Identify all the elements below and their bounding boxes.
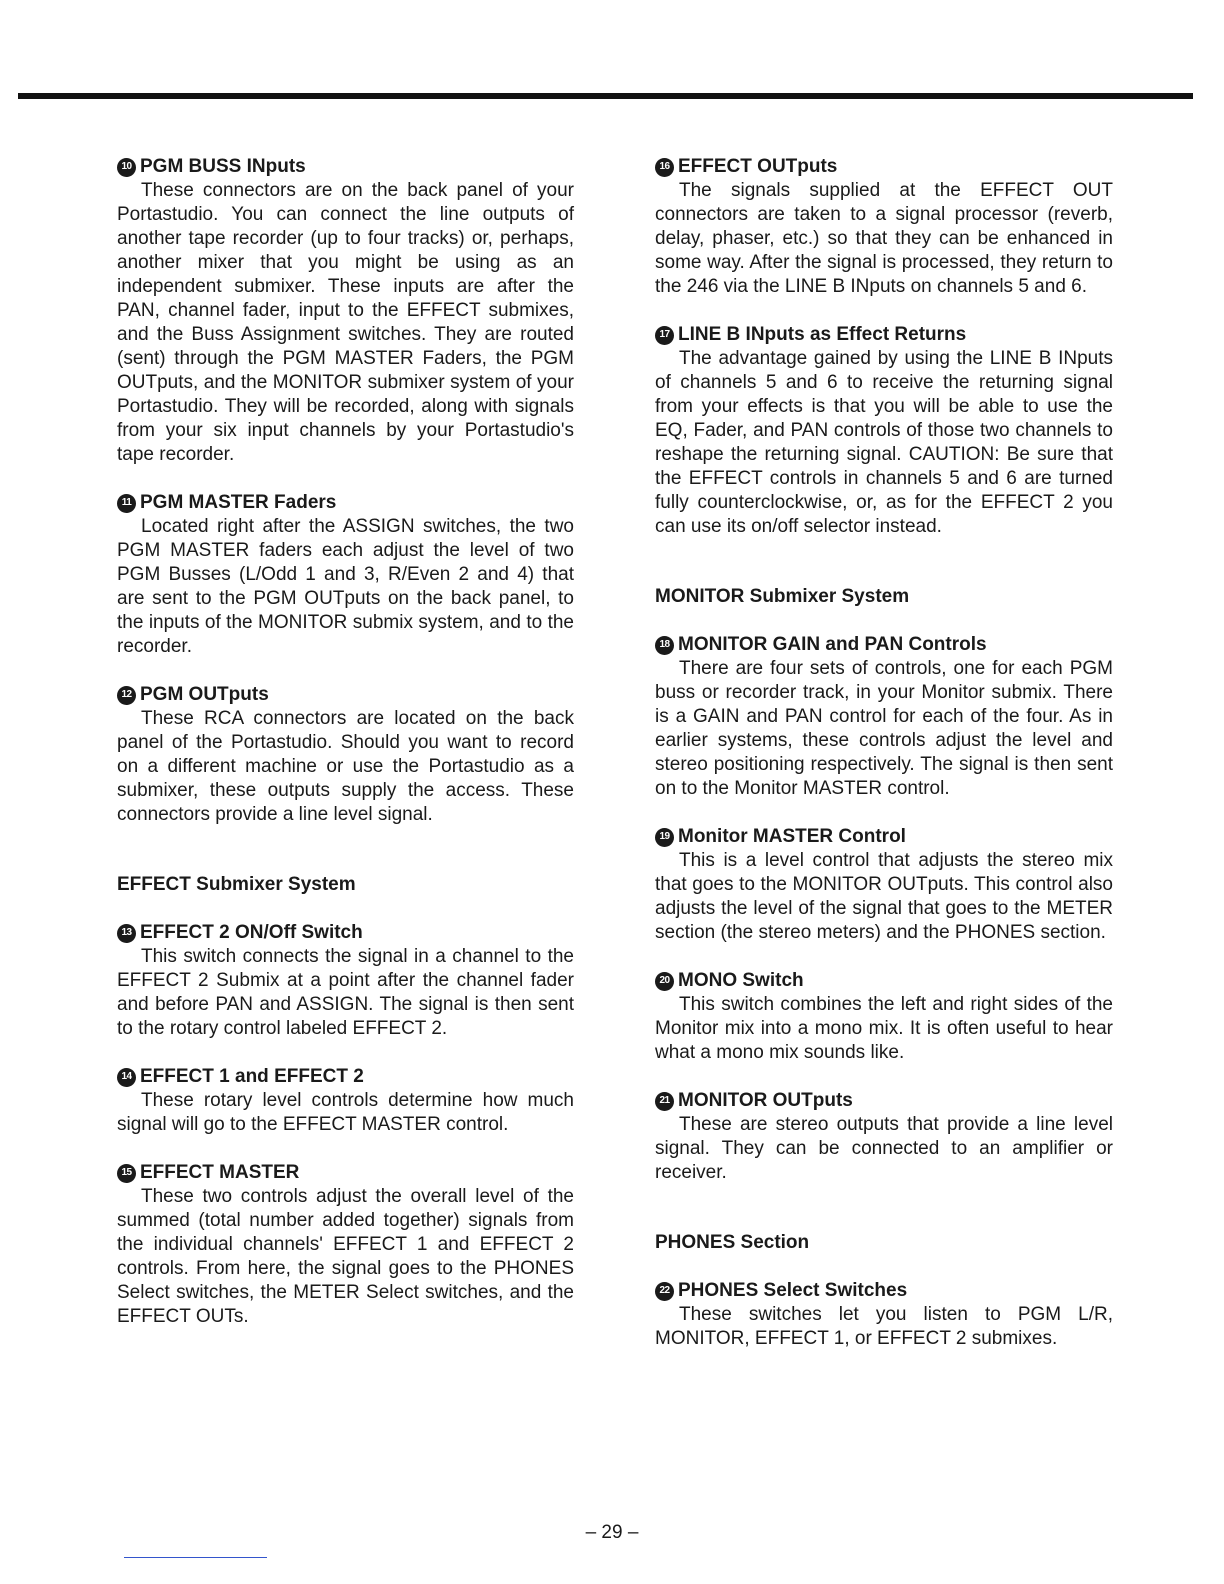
- item-pgm-master-faders: [117, 491, 574, 659]
- item-heading: [655, 825, 1113, 849]
- circled-number-badge: 12: [117, 686, 136, 705]
- item-body: This is a level control that adjusts the stereo mix that goes to the MONITOR OUTputs. This control also adjusts the level of the signal that goes to the METER section (the stereo meters) and the PHONES section.: [655, 850, 1113, 943]
- item-title: PGM BUSS INputs: [140, 156, 306, 177]
- top-rule: [18, 93, 1193, 99]
- circled-number-badge: 19: [655, 828, 674, 847]
- item-body: The advantage gained by using the LINE B INputs of channels 5 and 6 to receive the returning signal from your effects is that you will be able to use the EQ, Fader, and PAN controls of those two channels to reshape the returning signal. CAUTION: Be sure that the EFFECT controls in channels 5 and 6 are turned fully counterclockwise, or, as for the EFFECT 2 you can use its on/off selector instead.: [655, 348, 1113, 537]
- item-body: There are four sets of controls, one for each PGM buss or recorder track, in your Monitor submix. There is a GAIN and PAN control for each of the four. As in earlier systems, these controls adjust the level and stereo positioning respectively. The signal is then sent on to the Monitor MASTER control.: [655, 658, 1113, 799]
- circled-number-badge: 15: [117, 1164, 136, 1183]
- circled-number-badge: 11: [117, 494, 136, 513]
- item-heading: [117, 155, 574, 179]
- section-heading-phones: PHONES Section: [655, 1232, 810, 1253]
- item-monitor-outputs: [655, 1089, 1113, 1185]
- item-line-b-inputs: [655, 323, 1113, 539]
- item-body: These two controls adjust the overall level of the summed (total number added together) signals from the individual channels' EFFECT 1 and EFFECT 2 controls. From here, the signal goes to the PHONES Select switches, the METER Select switches, and the EFFECT OUTs.: [117, 1186, 574, 1327]
- item-body: These switches let you listen to PGM L/R, MONITOR, EFFECT 1, or EFFECT 2 submixes.: [655, 1304, 1113, 1349]
- item-body: This switch connects the signal in a channel to the EFFECT 2 Submix at a point after the channel fader and before PAN and ASSIGN. The signal is then sent to the rotary control labeled EFFECT 2.: [117, 946, 574, 1039]
- page-number: – 29 –: [585, 1522, 639, 1543]
- item-heading: [655, 1279, 1113, 1303]
- item-heading: [655, 155, 1113, 179]
- item-effect-master: [117, 1161, 574, 1329]
- circled-number-badge: 21: [655, 1092, 674, 1111]
- item-monitor-gain-pan: [655, 633, 1113, 801]
- section-heading-monitor-submixer: MONITOR Submixer System: [655, 586, 910, 607]
- item-title: MONITOR GAIN and PAN Controls: [678, 634, 987, 655]
- circled-number-badge: 13: [117, 924, 136, 943]
- circled-number-badge: 18: [655, 636, 674, 655]
- bottom-link-underline: [124, 1557, 267, 1558]
- item-body: These connectors are on the back panel of your Portastudio. You can connect the line outputs of another tape recorder (up to four tracks) or, perhaps, another mixer that you might be using as an independent submixer. These inputs are after the PAN, channel fader, input to the EFFECT submixes, and the Buss Assignment switches. They are routed (sent) through the PGM MASTER Faders, the PGM OUTputs, and the MONITOR submixer system of your Portastudio. They will be recorded, along with signals from your six input channels by your Portastudio's tape recorder.: [117, 180, 574, 465]
- item-title: EFFECT MASTER: [140, 1162, 300, 1183]
- item-title: LINE B INputs as Effect Returns: [678, 324, 967, 345]
- item-heading: [117, 683, 574, 707]
- circled-number-badge: 14: [117, 1068, 136, 1087]
- item-heading: [117, 1065, 574, 1089]
- item-pgm-buss-inputs: [117, 155, 574, 467]
- circled-number-badge: 16: [655, 158, 674, 177]
- circled-number-badge: 17: [655, 326, 674, 345]
- item-title: MONITOR OUTputs: [678, 1090, 853, 1111]
- item-heading: [655, 323, 1113, 347]
- item-monitor-master: [655, 825, 1113, 945]
- item-heading: [117, 1161, 574, 1185]
- item-heading: [655, 969, 1113, 993]
- item-title: MONO Switch: [678, 970, 804, 991]
- circled-number-badge: 20: [655, 972, 674, 991]
- item-title: EFFECT 2 ON/Off Switch: [140, 922, 363, 943]
- item-body: The signals supplied at the EFFECT OUT connectors are taken to a signal processor (reverb, delay, phaser, etc.) so that they can be enhanced in some way. After the signal is processed, they return to the 246 via the LINE B INputs on channels 5 and 6.: [655, 180, 1113, 297]
- item-effect-outputs: [655, 155, 1113, 299]
- item-heading: [655, 633, 1113, 657]
- item-body: These RCA connectors are located on the back panel of the Portastudio. Should you want to record on a different machine or use the Portastudio as a submixer, these outputs supply the access. These connectors provide a line level signal.: [117, 708, 574, 825]
- item-phones-select: [655, 1279, 1113, 1351]
- item-pgm-outputs: [117, 683, 574, 827]
- left-column: [117, 150, 574, 1329]
- item-body: These are stereo outputs that provide a line level signal. They can be connected to an amplifier or receiver.: [655, 1114, 1113, 1183]
- item-title: EFFECT 1 and EFFECT 2: [140, 1066, 364, 1087]
- item-heading: [117, 921, 574, 945]
- section-heading-effect-submixer: EFFECT Submixer System: [117, 874, 356, 895]
- item-title: Monitor MASTER Control: [678, 826, 906, 847]
- circled-number-badge: 22: [655, 1282, 674, 1301]
- circled-number-badge: 10: [117, 158, 136, 177]
- item-title: PGM OUTputs: [140, 684, 269, 705]
- item-mono-switch: [655, 969, 1113, 1065]
- item-body: This switch combines the left and right sides of the Monitor mix into a mono mix. It is often useful to hear what a mono mix sounds like.: [655, 994, 1113, 1063]
- item-title: PHONES Select Switches: [678, 1280, 908, 1301]
- item-heading: [655, 1089, 1113, 1113]
- right-column: [655, 150, 1113, 1351]
- item-effect1-effect2: [117, 1065, 574, 1137]
- item-heading: [117, 491, 574, 515]
- item-body: Located right after the ASSIGN switches, the two PGM MASTER faders each adjust the level of two PGM Busses (L/Odd 1 and 3, R/Even 2 and 4) that are sent to the PGM OUTputs on the back panel, to the inputs of the MONITOR submix system, and to the recorder.: [117, 516, 574, 657]
- item-body: These rotary level controls determine how much signal will go to the EFFECT MASTER control.: [117, 1090, 574, 1135]
- item-title: EFFECT OUTputs: [678, 156, 838, 177]
- item-effect2-switch: [117, 921, 574, 1041]
- item-title: PGM MASTER Faders: [140, 492, 337, 513]
